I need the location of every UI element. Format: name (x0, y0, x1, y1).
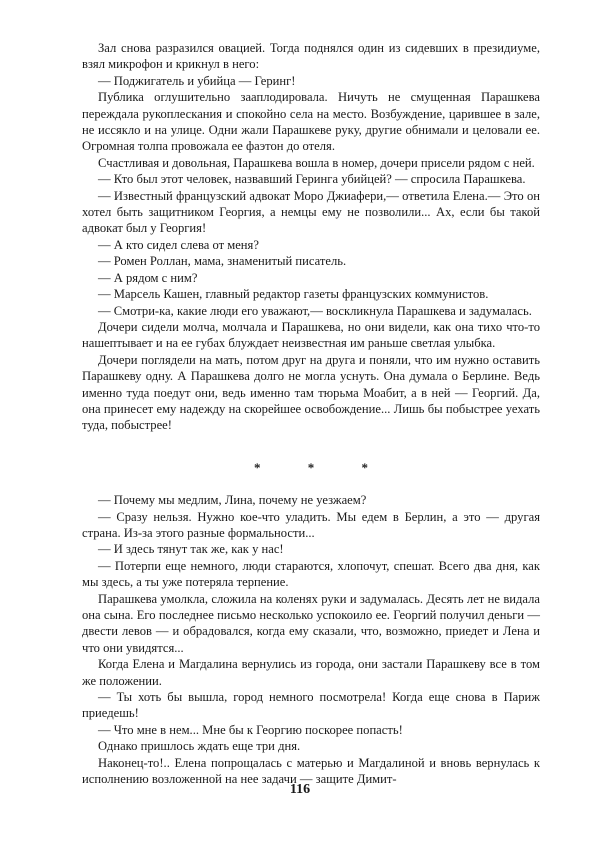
paragraph: — Сразу нельзя. Нужно кое-что уладить. Мы едем в Берлин, а это — другая страна. Из-за этого разные формальности... (82, 509, 540, 540)
paragraph: Когда Елена и Магдалина вернулись из города, они застали Парашкеву все в том же положении. (82, 657, 540, 688)
paragraph: — Марсель Кашен, главный редактор газеты французских коммунистов. (98, 287, 489, 302)
paragraph: — Известный французский адвокат Моро Джиафери,— ответила Елена.— Это он хотел быть защитником Георгия, а немцы ему не позволили... Ах, если бы такой адвокат был у Георгия! (82, 188, 540, 236)
paragraph: — Ты хоть бы вышла, город немного посмотрела! Когда еще снова в Париж приедешь! (82, 690, 540, 721)
paragraph: Наконец-то!.. Елена попрощалась с матерью и Магдалиной и вновь вернулась к исполнению возложенной на нее задачи — защите Димит- (82, 755, 540, 787)
paragraph: Дочери сидели молча, молчала и Парашкева, но они видели, как она тихо что-то нашептывает и на ее губах блуждает неизвестная им раньше светлая улыбка. (82, 319, 540, 351)
paragraph: — А рядом с ним? (98, 270, 198, 285)
section-break: * * * (254, 459, 390, 475)
paragraph: — Потерпи еще немного, люди стараются, хлопочут, спешат. Всего два дня, как мы здесь, а ты уже потеряла терпение. (82, 558, 540, 590)
paragraph: — Что мне в нем... Мне бы к Георгию поскорее попасть! (98, 722, 403, 737)
section-1 (82, 40, 540, 434)
paragraph: Однако пришлось ждать еще три дня. (98, 739, 301, 754)
paragraph: Зал снова разразился овацией. Тогда поднялся один из сидевших в президиуме, взял микрофон и крикнул в него: (82, 41, 540, 72)
paragraph: Публика оглушительно зааплодировала. Ничуть не смущенная Парашкева переждала рукоплескания и спокойно села на место. Возбуждение, царившее в зале, не иссякло и на улице. Одни жали Парашкеве руку, другие обнимали и целовали ее. Огромная толпа провожала ее фаэтон до отеля. (82, 90, 540, 154)
paragraph: — Кто был этот человек, назвавший Геринга убийцей? — спросила Парашкева. (98, 172, 526, 187)
paragraph: — А кто сидел слева от меня? (98, 237, 259, 252)
paragraph: — Поджигатель и убийца — Геринг! (98, 73, 296, 88)
paragraph: — Ромен Роллан, мама, знаменитый писатель. (98, 254, 347, 269)
paragraph: — Почему мы медлим, Лина, почему не уезжаем? (98, 493, 367, 508)
paragraph: Счастливая и довольная, Парашкева вошла в номер, дочери присели рядом с ней. (98, 155, 535, 170)
paragraph: Парашкева умолкла, сложила на коленях руки и задумалась. Десять лет не видала она сына. Его последнее письмо несколько успокоило ее. Георгий получил деньги — двести левов — и обрадовался, когда ему сказали, что, возможно, приедет и Лена и что они увидятся... (82, 591, 540, 655)
section-2 (82, 492, 540, 787)
page-body (82, 40, 540, 787)
paragraph: — Смотри-ка, какие люди его уважают,— воскликнула Парашкева и задумалась. (98, 303, 532, 318)
paragraph: Дочери поглядели на мать, потом друг на друга и поняли, что им нужно оставить Парашкеву одну. А Парашкева долго не могла уснуть. Она думала о Берлине. Ведь именно туда поедут они, ведь именно там тюрьма Моабит, а в ней — Георгий. Да, она принесет ему надежду на скорейшее освобождение... Лишь бы побыстрее уехать туда, побыстрее! (82, 352, 540, 433)
paragraph: — И здесь тянут так же, как у нас! (98, 542, 284, 557)
page-number: 116 (289, 782, 311, 797)
